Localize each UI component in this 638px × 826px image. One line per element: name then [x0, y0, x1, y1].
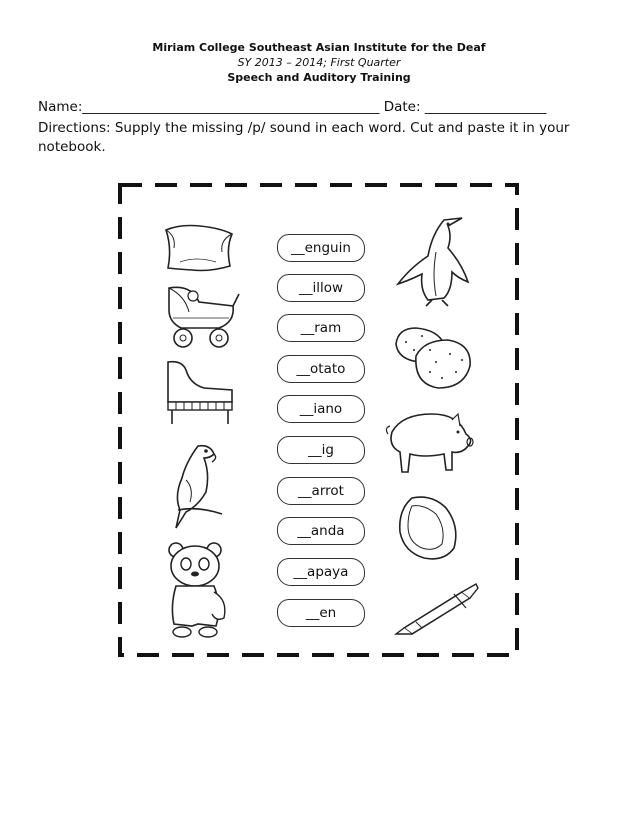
word-card[interactable]: __apaya [277, 558, 365, 586]
subject-title: Speech and Auditory Training [227, 71, 411, 84]
word-card[interactable]: __otato [277, 355, 365, 383]
name-label: Name: [38, 99, 83, 115]
panda-icon [158, 540, 236, 640]
pillow-icon [160, 222, 238, 274]
word-card[interactable]: __iano [277, 395, 365, 423]
word-card[interactable]: __ig [277, 436, 365, 464]
word-card[interactable]: __enguin [277, 234, 365, 262]
school-year: SY 2013 – 2014; First Quarter [237, 56, 401, 69]
word-card[interactable]: __anda [277, 517, 365, 545]
pram-icon [163, 282, 241, 350]
potato-icon [390, 322, 476, 394]
school-name: Miriam College Southeast Asian Institute for the Deaf [152, 41, 486, 54]
penguin-icon [392, 212, 476, 308]
directions: Directions: Supply the missing /p/ sound in each word. Cut and paste it in your notebook. [38, 120, 570, 155]
word-card[interactable]: __arrot [277, 477, 365, 505]
pen-icon [392, 580, 482, 636]
pig-icon [382, 404, 478, 478]
word-card[interactable]: __en [277, 599, 365, 627]
parrot-icon [168, 440, 226, 532]
papaya-icon [394, 492, 464, 564]
name-blank: ____________________________________________ [82, 99, 380, 115]
name-date-line [38, 99, 600, 116]
piano-icon [160, 356, 240, 426]
word-card[interactable]: __illow [277, 274, 365, 302]
worksheet-header [0, 40, 638, 85]
date-blank: __________________ [424, 99, 547, 115]
word-card[interactable]: __ram [277, 314, 365, 342]
date-label: Date: [383, 99, 421, 115]
